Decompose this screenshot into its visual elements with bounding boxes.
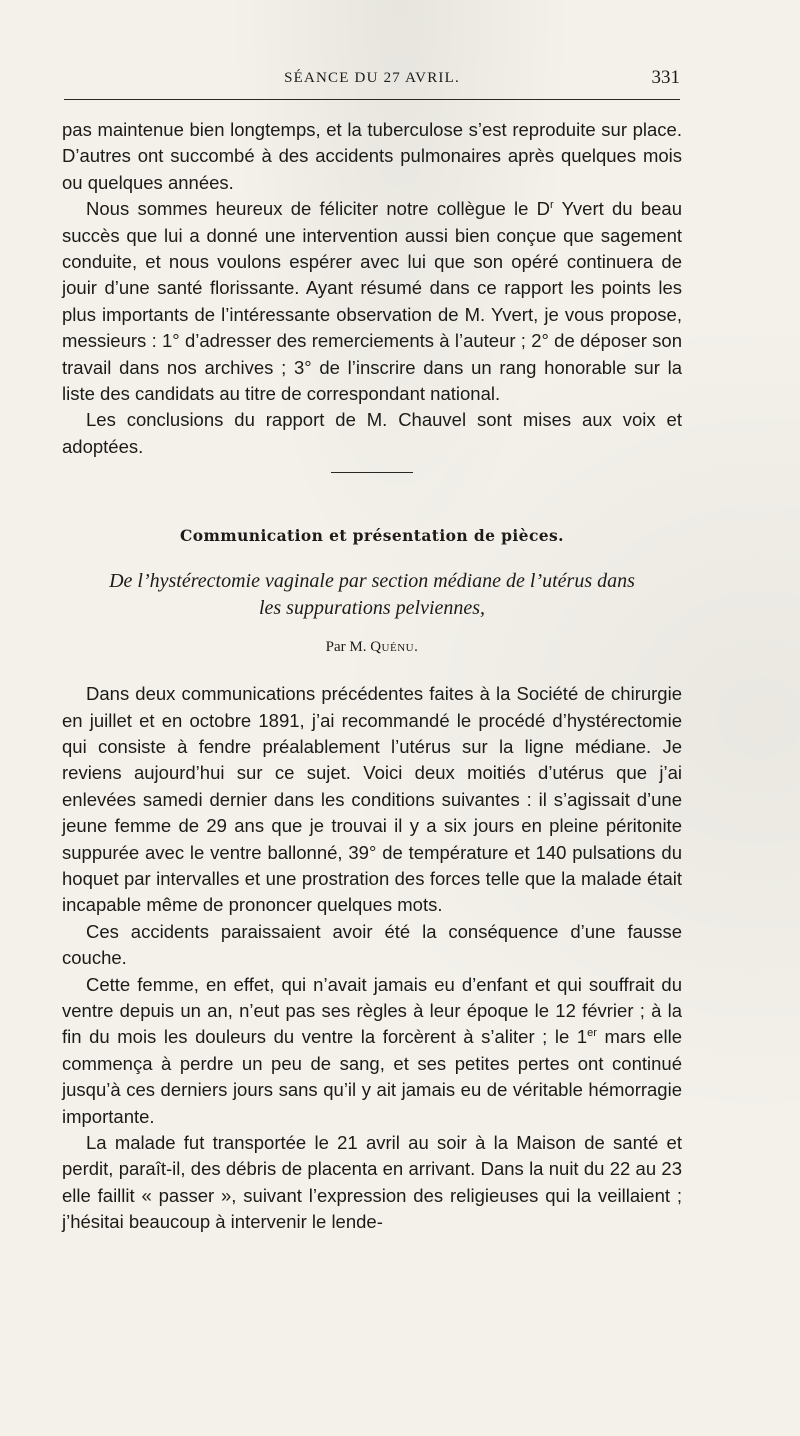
- byline-prefix: Par M.: [325, 638, 371, 655]
- paragraph: pas maintenue bien longtemps, et la tuberculose s’est reproduite sur place. D’autres ont succombé à des accidents pulmonaires après quelques mois ou quelques années.: [62, 119, 682, 193]
- paragraph-text-end: Yvert du beau succès que lui a donné une intervention aussi bien conçue que sagement conduite, et nous voulons espérer avec lui que son opéré continuera de jouir d’une santé florissante. Ayant résumé dans ce rapport les points les plus importants de l’intéressante observation de M. Yvert, je vous propose, messieurs : 1° d’adresser des remerciements à l’auteur ; 2° de déposer son travail dans nos archives ; 3° de l’inscrire dans un rang honorable sur la liste des candidats au titre de correspondant national.: [62, 198, 682, 405]
- section-title: Communication et présentation de pièces.: [180, 526, 564, 546]
- paragraph: Ces accidents paraissaient avoir été la conséquence d’une fausse couche.: [62, 920, 682, 969]
- article-title-line-1: De l’hystérectomie vaginale par section médiane de l’utérus dans: [109, 569, 635, 592]
- article-title-line-2: les suppurations pelviennes,: [258, 596, 486, 619]
- running-title: SÉANCE DU 27 AVRIL.: [284, 70, 460, 86]
- page-number: 331: [651, 67, 680, 88]
- paragraph: [62, 196, 682, 407]
- header-rule: [64, 99, 680, 100]
- paragraph-text-start: Cette femme, en effet, qui n’avait jamais eu d’enfant et qui souffrait du ventre depuis un an, n’eut pas ses règles à leur époque le 12 février ; à la fin du mois les douleurs du ventre la forcèrent à s’aliter ; le 1: [62, 973, 682, 1048]
- text-block: [62, 117, 682, 1236]
- paragraph: Les conclusions du rapport de M. Chauvel sont mises aux voix et adoptées.: [62, 409, 682, 457]
- running-head: [64, 66, 680, 92]
- byline-author: Quénu.: [370, 638, 419, 655]
- superscript: er: [587, 1027, 597, 1040]
- paragraph: [62, 972, 682, 1130]
- superscript: r: [550, 199, 554, 212]
- paragraph-text-end: mars elle commença à perdre un peu de sang, et ses petites pertes ont continué jusqu’à ces derniers jours sans qu’il y ait jamais eu de véritable hémorragie importante.: [62, 1026, 682, 1127]
- paragraph: Dans deux communications précédentes faites à la Société de chirurgie en juillet et en octobre 1891, j’ai recommandé le procédé d’hystérectomie qui consiste à fendre préalablement l’utérus sur la ligne médiane. Je reviens aujourd’hui sur ce sujet. Voici deux moitiés d’utérus que j’ai enlevées samedi dernier dans les conditions suivantes : il s’agissait d’une jeune femme de 29 ans que je trouvai il y a six jours en pleine péritonite suppurée avec le ventre ballonné, 39° de température et 140 pulsations du hoquet par intervalles et une prostration des forces telle que la malade était incapable même de prononcer quelques mots.: [62, 683, 682, 916]
- paragraph: La malade fut transportée le 21 avril au soir à la Maison de santé et perdit, paraît-il, des débris de placenta en arrivant. Dans la nuit du 22 au 23 elle faillit « passer », suivant l’expression des religieuses qui la veillaient ; j’hésitai beaucoup à intervenir le lende-: [62, 1132, 682, 1233]
- byline: [62, 634, 682, 660]
- section-separator: [331, 472, 413, 473]
- paragraph-text-start: Nous sommes heureux de féliciter notre collègue le D: [86, 198, 550, 220]
